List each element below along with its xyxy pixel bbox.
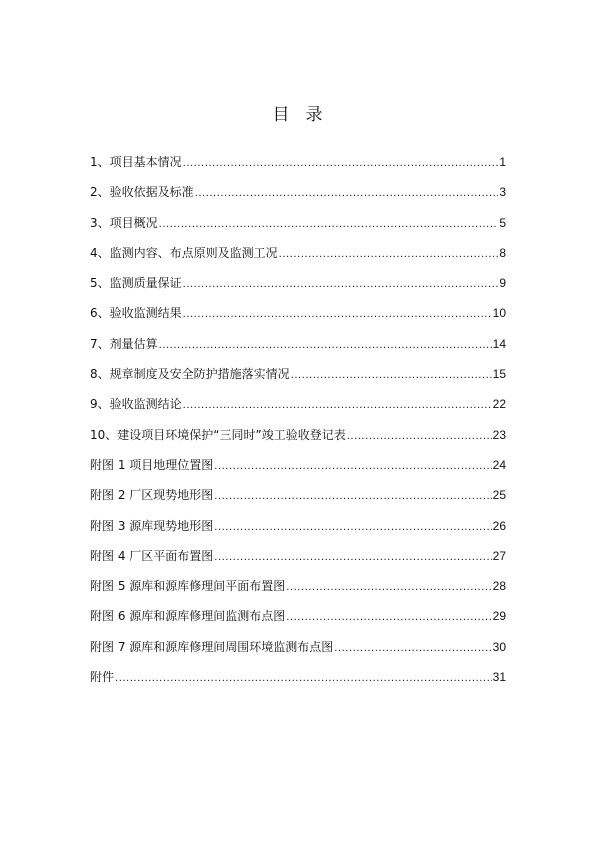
toc-entry-label: 附图 4 厂区平面布置图 (90, 548, 214, 563)
toc-leader-dots (286, 609, 491, 627)
toc-entry[interactable] (90, 607, 506, 637)
toc-entry-label: 9、验收监测结论 (90, 397, 182, 412)
toc-leader-dots (214, 488, 491, 506)
toc-entry-label: 7、剂量估算 (90, 336, 158, 351)
toc-entry[interactable] (90, 244, 506, 274)
toc-page-number: 5 (499, 215, 506, 230)
toc-leader-dots (183, 306, 492, 324)
toc-entry-label: 附图 2 厂区现势地形图 (90, 488, 214, 503)
toc-leader-dots (159, 216, 499, 234)
toc-page-number: 26 (492, 518, 506, 533)
toc-entry[interactable] (90, 547, 506, 577)
toc-leader-dots (291, 367, 492, 385)
toc-leader-dots (347, 428, 492, 446)
toc-page-number: 31 (492, 670, 506, 685)
toc-page-number: 1 (499, 155, 506, 169)
toc-leader-dots (195, 185, 499, 203)
toc-leader-dots (115, 670, 492, 688)
toc-entry[interactable] (90, 426, 506, 456)
table-of-contents (90, 153, 506, 698)
toc-leader-dots (334, 640, 491, 658)
toc-entry[interactable] (90, 517, 506, 547)
toc-entry[interactable] (90, 153, 506, 183)
toc-entry[interactable] (90, 668, 506, 698)
toc-entry-label: 5、监测质量保证 (90, 276, 182, 291)
toc-entry[interactable] (90, 365, 506, 395)
toc-entry-label: 10、建设项目环境保护“三同时”竣工验收登记表 (90, 427, 346, 442)
toc-page-number: 28 (492, 579, 506, 594)
toc-page-number: 27 (492, 548, 506, 563)
toc-entry-label: 附图 7 源库和源库修理间周围环境监测布点图 (90, 639, 334, 654)
toc-page-number: 9 (499, 276, 506, 291)
toc-leader-dots (183, 397, 492, 415)
toc-entry[interactable] (90, 335, 506, 365)
toc-entry[interactable] (90, 395, 506, 425)
toc-entry-label: 附图 3 源库现势地形图 (90, 518, 214, 533)
toc-leader-dots (214, 549, 491, 567)
toc-entry[interactable] (90, 456, 506, 486)
toc-entry-label: 附图 6 源库和源库修理间监测布点图 (90, 609, 286, 624)
toc-entry-label: 附件 (90, 670, 115, 685)
toc-entry-label: 2、验收依据及标准 (90, 185, 194, 200)
toc-page-number: 14 (492, 336, 506, 351)
toc-leader-dots (214, 519, 491, 537)
toc-page-number: 23 (492, 427, 506, 442)
toc-entry-label: 3、项目概况 (90, 215, 158, 230)
toc-leader-dots (159, 337, 492, 355)
toc-entry[interactable] (90, 577, 506, 607)
toc-entry-label: 附图 5 源库和源库修理间平面布置图 (90, 579, 286, 594)
toc-entry[interactable] (90, 304, 506, 334)
title-char: 录 (305, 105, 323, 125)
title-char: 目 (272, 105, 290, 125)
toc-entry[interactable] (90, 274, 506, 304)
toc-page-number: 29 (492, 609, 506, 624)
toc-entry-label: 8、规章制度及安全防护措施落实情况 (90, 367, 290, 382)
toc-page-number: 30 (492, 639, 506, 654)
toc-leader-dots (286, 579, 491, 597)
toc-page-number: 24 (492, 457, 506, 472)
toc-page-number: 22 (492, 397, 506, 412)
toc-entry[interactable] (90, 183, 506, 213)
toc-entry-label: 6、验收监测结果 (90, 306, 182, 321)
toc-entry-label: 4、监测内容、布点原则及监测工况 (90, 245, 278, 260)
toc-entry[interactable] (90, 486, 506, 516)
toc-entry-label: 附图 1 项目地理位置图 (90, 457, 214, 472)
toc-leader-dots (214, 458, 491, 476)
toc-page-number: 3 (499, 185, 506, 200)
toc-leader-dots (183, 155, 499, 173)
page-title (0, 101, 595, 129)
toc-entry-label: 1、项目基本情况 (90, 155, 182, 169)
toc-leader-dots (183, 276, 499, 294)
toc-entry[interactable] (90, 214, 506, 244)
toc-page-number: 15 (492, 367, 506, 382)
toc-page-number: 10 (492, 306, 506, 321)
toc-page-number: 25 (492, 488, 506, 503)
toc-entry[interactable] (90, 638, 506, 668)
toc-leader-dots (279, 246, 499, 264)
toc-page-number: 8 (499, 245, 506, 260)
